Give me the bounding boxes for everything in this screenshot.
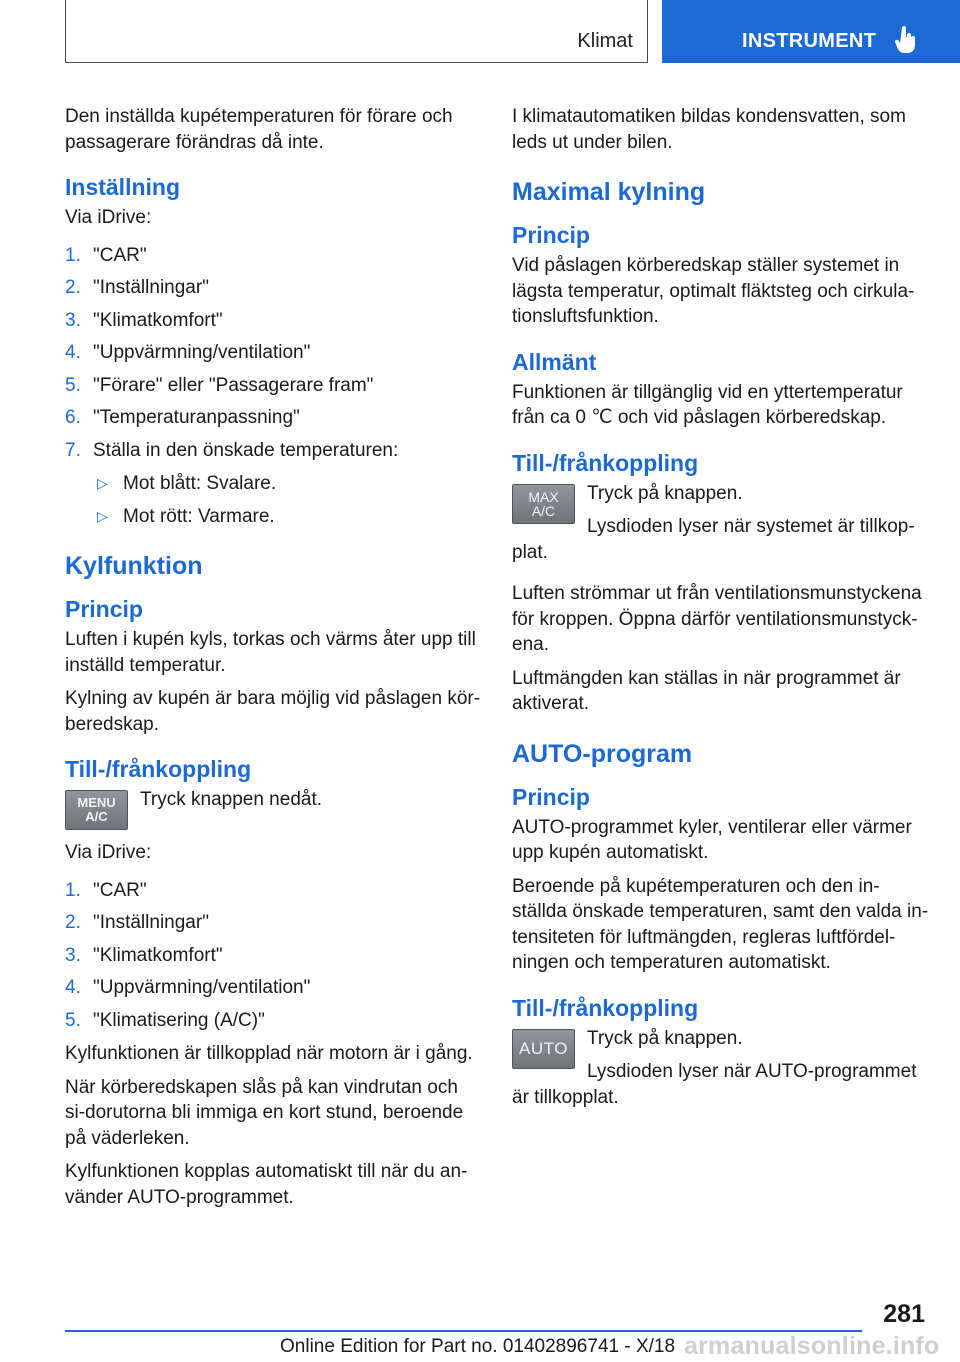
list-item: 5. "Förare" eller "Passagerare fram"	[65, 374, 374, 396]
list-item: 5. "Klimatisering (A/C)"	[65, 1009, 265, 1031]
triangle-bullet-icon: ▷	[97, 507, 108, 524]
list-item: 3. "Klimatkomfort"	[65, 944, 223, 966]
triangle-bullet-icon: ▷	[97, 475, 108, 491]
list-item: 4. "Uppvärmning/ventilation"	[65, 977, 311, 998]
via-idrive-label: Via iDrive:	[65, 207, 152, 228]
heading-auto-program: AUTO-program	[512, 739, 693, 768]
paragraph: AUTO-programmet kyler, ventilerar eller värmer upp kupén automatiskt.	[512, 816, 912, 863]
max-ac-instruction	[512, 481, 932, 574]
paragraph: Kylfunktionen kopplas automatiskt till när du an-vänder AUTO-programmet.	[65, 1161, 468, 1208]
list-item: 2. "Inställningar"	[65, 912, 209, 933]
heading-till-frankoppling: Till-/frånkoppling	[512, 994, 699, 1021]
right-column	[512, 104, 932, 1118]
heading-till-frankoppling: Till-/frånkoppling	[65, 756, 252, 782]
header-section-box	[65, 0, 648, 63]
princip-paragraph: Vid påslagen körberedskap ställer systemet in lägsta temperatur, optimalt fläktsteg och cirkula-tionsluftsfunktion.	[512, 255, 915, 327]
led-instruction: Lysdioden lyser när systemet är tillkop-plat.	[512, 516, 915, 563]
intro-paragraph: Den inställda kupétemperaturen för förare och passagerare förändras då inte.	[65, 106, 453, 153]
auto-button-image: AUTO	[512, 1029, 575, 1069]
paragraph: Beroende på kupétemperaturen och den in-ställda önskade temperaturen, samt den valda in-tensiteten för luftmängden, regleras luftfördel-ningen och temperaturen automatiskt.	[512, 875, 929, 973]
list-item: 1. "CAR"	[65, 244, 147, 266]
via-idrive-label: Via iDrive:	[65, 842, 152, 863]
heading-till-frankoppling: Till-/frånkoppling	[512, 449, 699, 476]
auto-instruction	[512, 1026, 932, 1119]
kylfunktion-steps-list	[65, 878, 481, 1034]
watermark: armanualsonline.info	[684, 1332, 940, 1360]
header-chapter-label: INSTRUMENT	[742, 30, 877, 52]
list-item: 3. "Klimatkomfort"	[65, 309, 223, 331]
left-column	[65, 104, 481, 1218]
menu-ac-button-image: MENU A/C	[65, 790, 128, 830]
led-instruction: Lysdioden lyser när AUTO-programmet är tillkopplat.	[512, 1061, 917, 1108]
list-item: ▷ Mot rött: Varmare.	[65, 504, 481, 530]
princip-paragraph: Luften i kupén kyls, torkas och värms åter upp till inställd temperatur.	[65, 629, 476, 676]
intro-paragraph: I klimatautomatiken bildas kondensvatten, som leds ut under bilen.	[512, 106, 906, 153]
allmant-paragraph: Funktionen är tillgänglig vid en yttertemperatur från ca 0 ℃ och vid påslagen körberedskap.	[512, 381, 903, 428]
heading-maximal-kylning: Maximal kylning	[512, 178, 706, 206]
header-chapter-tab[interactable]	[662, 0, 960, 63]
heading-installning: Inställning	[65, 174, 180, 200]
princip-paragraph-2: Kylning av kupén är bara möjlig vid påslagen kör-beredskap.	[65, 688, 481, 735]
list-item: 2. "Inställningar"	[65, 277, 209, 298]
paragraph: Luftmängden kan ställas in när programmet är aktiverat.	[512, 667, 901, 714]
installning-steps-list	[65, 243, 481, 464]
hand-pointer-icon	[894, 26, 918, 54]
heading-princip: Princip	[512, 783, 590, 810]
list-item: 4. "Uppvärmning/ventilation"	[65, 342, 311, 363]
heading-kylfunktion: Kylfunktion	[65, 552, 203, 580]
list-item: ▷ Mot blått: Svalare.	[65, 471, 481, 497]
button-instruction: Tryck på knappen.	[587, 482, 743, 504]
paragraph: Luften strömmar ut från ventilationsmunstyckena för kroppen. Öppna därför ventilationsmunstyck-ena.	[512, 583, 922, 655]
menu-ac-instruction	[65, 787, 481, 834]
heading-allmant: Allmänt	[512, 348, 597, 375]
button-instruction: Tryck knappen nedåt.	[140, 789, 323, 810]
temperature-bullets	[65, 471, 481, 529]
list-item: 7. Ställa in den önskade temperaturen:	[65, 439, 399, 461]
page-number: 281	[883, 1300, 925, 1328]
max-ac-button-image: MAX A/C	[512, 484, 575, 524]
paragraph: Kylfunktionen är tillkopplad när motorn är i gång.	[65, 1043, 473, 1064]
header-section-title: Klimat	[577, 30, 633, 52]
paragraph: När körberedskapen slås på kan vindrutan och si-dorutorna bli immiga en kort stund, beroende på väderleken.	[65, 1076, 464, 1149]
list-item: 6. "Temperaturanpassning"	[65, 407, 300, 428]
button-instruction: Tryck på knappen.	[587, 1027, 743, 1049]
footer-edition: Online Edition for Part no. 01402896741 - X/18	[280, 1336, 676, 1357]
heading-princip: Princip	[65, 596, 143, 622]
heading-princip: Princip	[512, 222, 590, 248]
list-item: 1. "CAR"	[65, 879, 147, 901]
